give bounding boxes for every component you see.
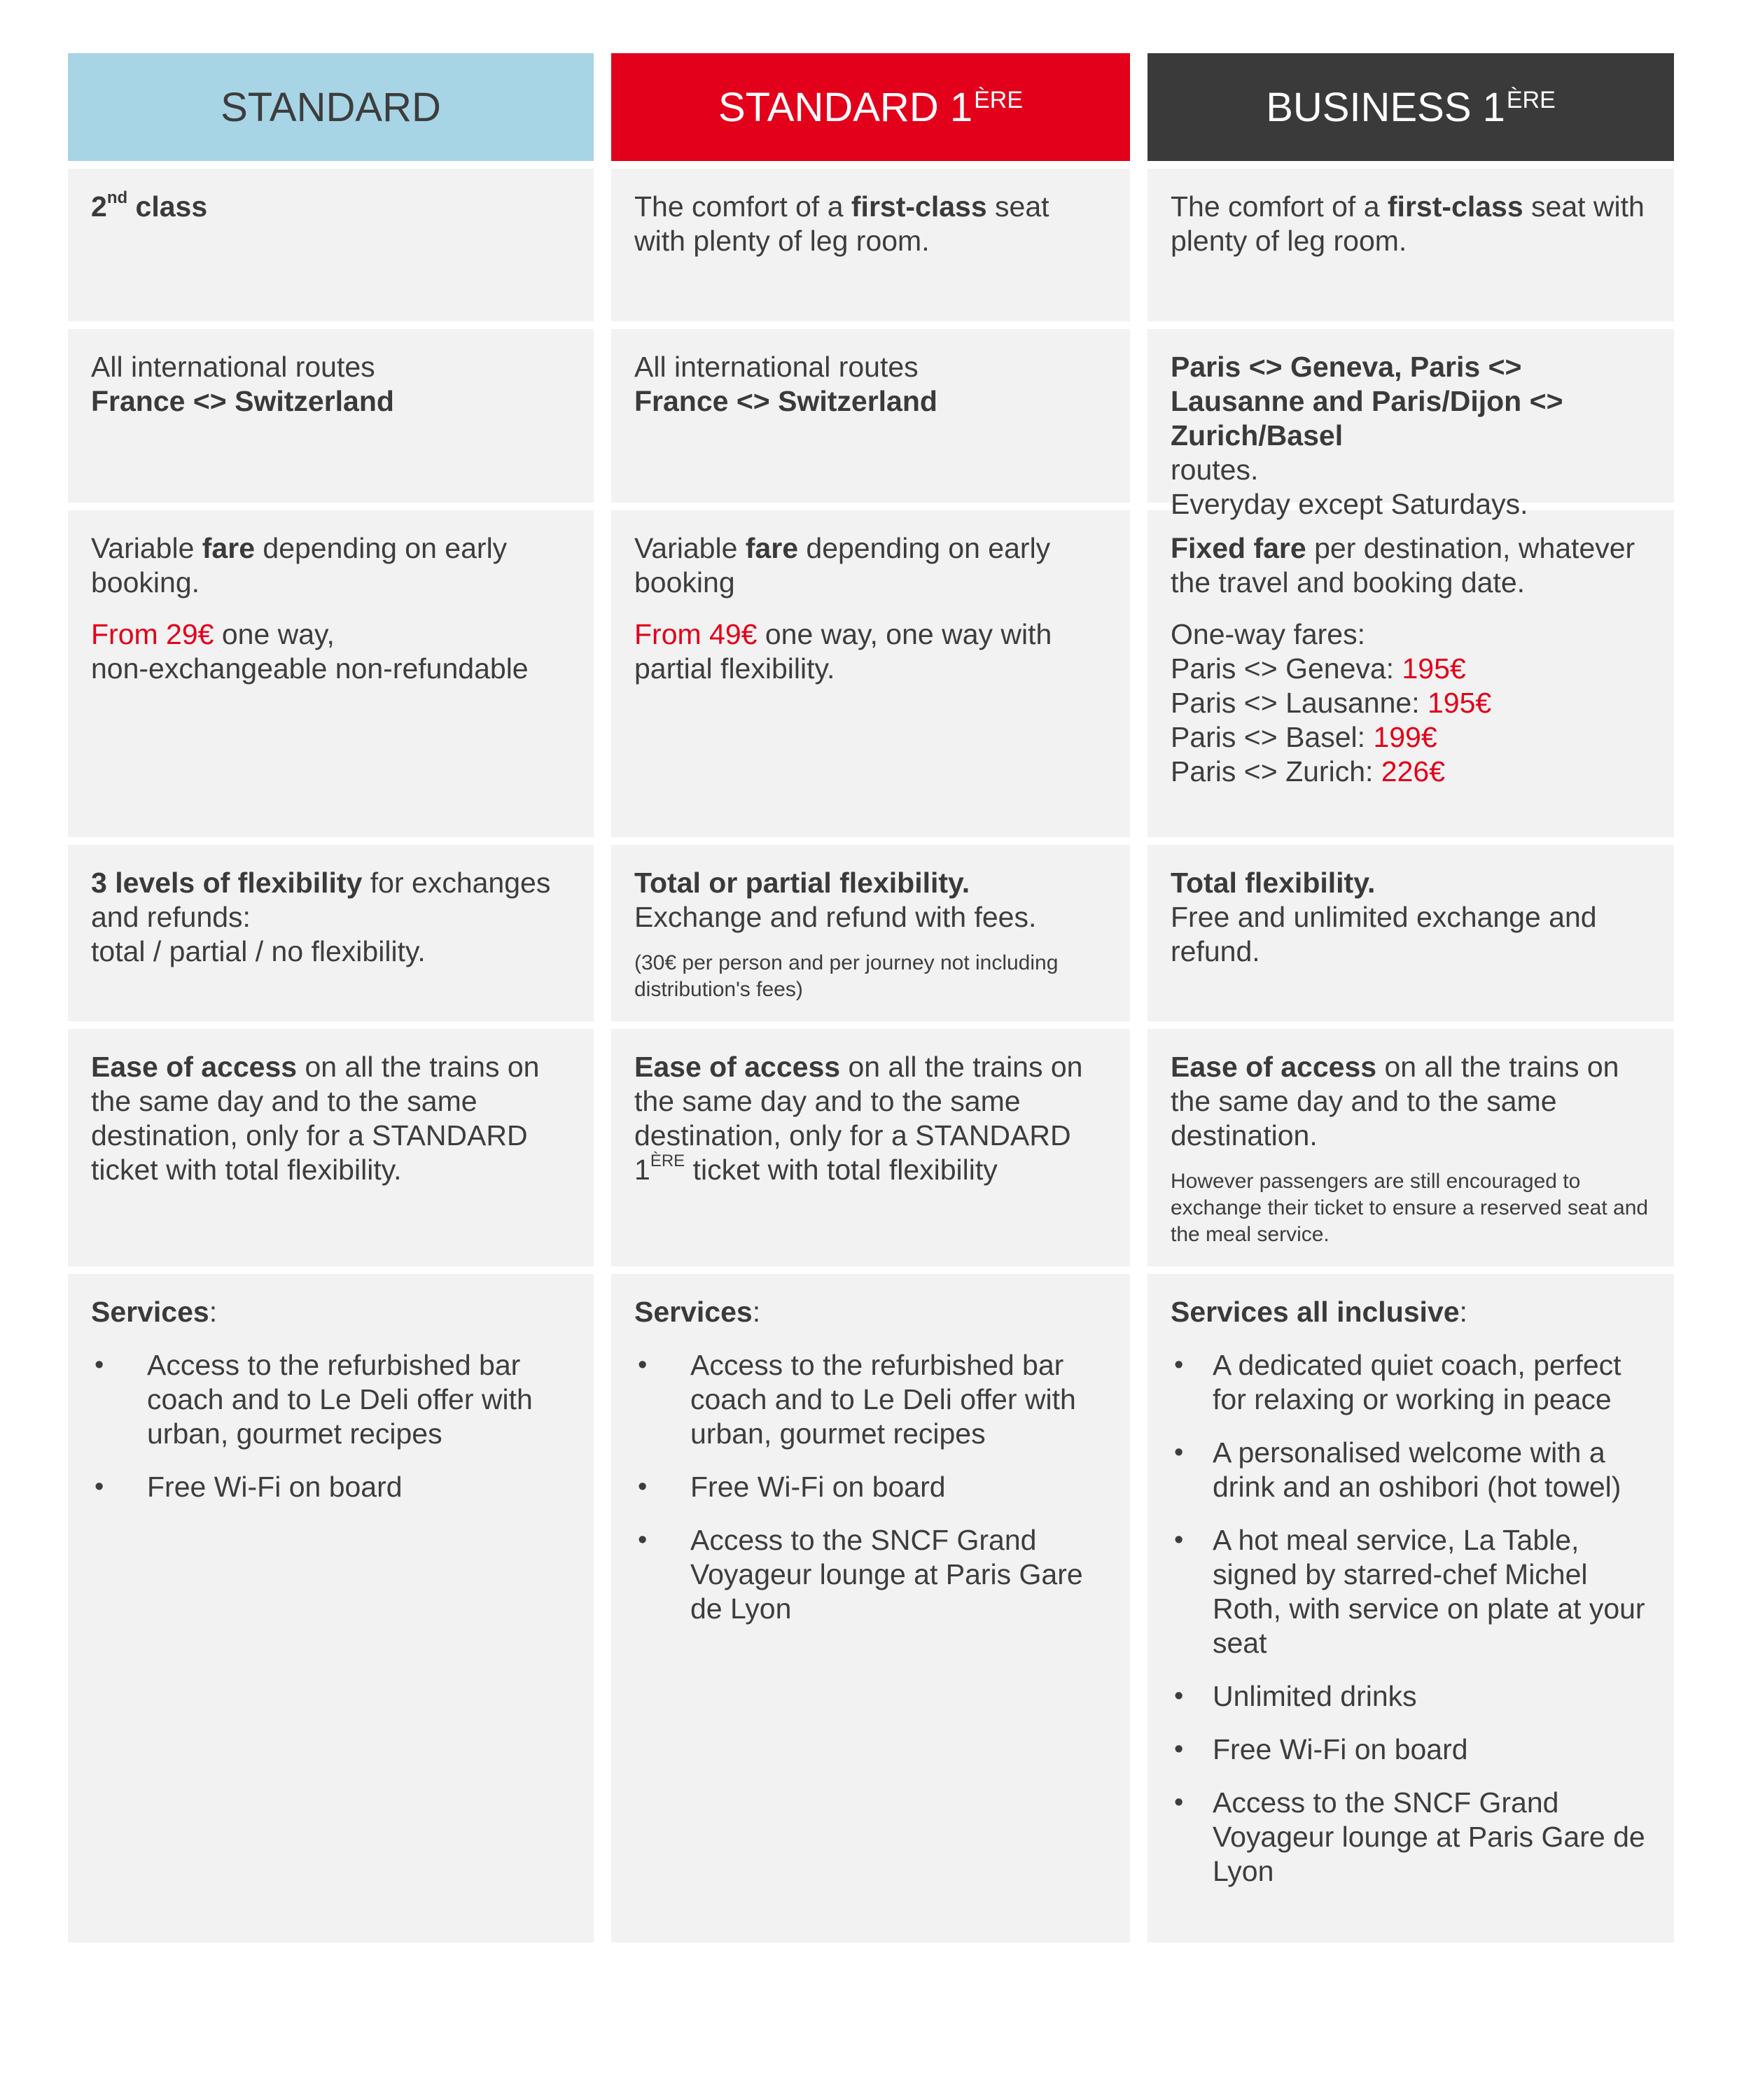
column-business-1ere bbox=[1147, 53, 1674, 1942]
cell-flexibility bbox=[68, 845, 594, 1021]
cell-access bbox=[611, 1029, 1130, 1266]
list-item: • Free Wi-Fi on board bbox=[634, 1470, 1108, 1504]
list-item: • Access to the SNCF Grand Voyageur lounge at Paris Gare de Lyon bbox=[1171, 1786, 1652, 1889]
services-title: Services all inclusive: bbox=[1171, 1296, 1467, 1328]
access-text: Ease of access on all the trains on the same day and to the same destination. bbox=[1171, 1051, 1619, 1152]
header-sup: ÈRE bbox=[974, 86, 1024, 113]
price: From 29€ bbox=[91, 618, 214, 650]
list-item: • Unlimited drinks bbox=[1171, 1679, 1652, 1714]
header-standard bbox=[68, 53, 594, 161]
routes-bold: France <> Switzerland bbox=[634, 385, 937, 417]
flex-note: (30€ per person and per journey not including distribution's fees) bbox=[634, 951, 1059, 1001]
cell-fare bbox=[68, 510, 594, 837]
cell-class bbox=[68, 169, 594, 321]
fare-row: Paris <> Zurich: 226€ bbox=[1171, 755, 1445, 788]
routes-bold: France <> Switzerland bbox=[91, 385, 394, 417]
flex-text: 3 levels of flexibility for exchanges and refunds: bbox=[91, 867, 551, 933]
list-item: • A personalised welcome with a drink and an oshibori (hot towel) bbox=[1171, 1436, 1652, 1504]
class-desc: The comfort of a first-class seat with plenty of leg room. bbox=[634, 190, 1049, 257]
header-title: BUSINESS 1 bbox=[1266, 84, 1505, 130]
cell-services bbox=[1147, 1274, 1674, 1942]
cell-class bbox=[1147, 169, 1674, 321]
routes-bold: Paris <> Geneva, Paris <> Lausanne and Paris/Dijon <> Zurich/Basel bbox=[1171, 351, 1563, 451]
access-text: Ease of access on all the trains on the same day and to the same destination, only for a STANDARD 1ÈRE ticket with total flexibility bbox=[634, 1051, 1083, 1186]
price: 195€ bbox=[1402, 652, 1466, 685]
class-sup: nd bbox=[106, 188, 128, 208]
cell-access bbox=[68, 1029, 594, 1266]
flex-line2: Free and unlimited exchange and refund. bbox=[1171, 901, 1597, 967]
flex-bold: Total or partial flexibility. bbox=[634, 867, 970, 899]
oneway-label: One-way fares: bbox=[1171, 618, 1365, 650]
fare-from: From 29€ one way, non-exchangeable non-refundable bbox=[91, 618, 529, 685]
cell-class bbox=[611, 169, 1130, 321]
cell-fare bbox=[611, 510, 1130, 837]
fare-text: Variable fare depending on early booking. bbox=[91, 532, 508, 598]
cell-access bbox=[1147, 1029, 1674, 1266]
header-title: STANDARD 1 bbox=[718, 84, 973, 130]
cell-services bbox=[68, 1274, 594, 1942]
list-item: • A dedicated quiet coach, perfect for relaxing or working in peace bbox=[1171, 1348, 1652, 1417]
list-item: • Free Wi-Fi on board bbox=[91, 1470, 571, 1504]
cell-fare bbox=[1147, 510, 1674, 837]
cell-routes bbox=[1147, 329, 1674, 520]
list-item: • Access to the refurbished bar coach and to Le Deli offer with urban, gourmet recipes bbox=[91, 1348, 571, 1451]
cell-routes bbox=[611, 329, 1130, 503]
fare-row: Paris <> Geneva: 195€ bbox=[1171, 652, 1466, 685]
list-item: • Access to the refurbished bar coach and to Le Deli offer with urban, gourmet recipes bbox=[634, 1348, 1108, 1451]
cell-flexibility bbox=[611, 845, 1130, 1021]
fare-text: Fixed fare per destination, whatever the travel and booking date. bbox=[1171, 532, 1635, 598]
flex-bold: Total flexibility. bbox=[1171, 867, 1376, 899]
header-title: STANDARD bbox=[221, 84, 441, 130]
services-title: Services: bbox=[91, 1296, 218, 1328]
class-number: 2 bbox=[91, 190, 107, 223]
fare-row: Paris <> Lausanne: 195€ bbox=[1171, 687, 1492, 719]
header-standard-1ere bbox=[611, 53, 1130, 161]
access-text: Ease of access on all the trains on the same day and to the same destination, only for a STANDARD ticket with total flexibility. bbox=[91, 1051, 540, 1186]
services-title: Services: bbox=[634, 1296, 761, 1328]
cell-routes bbox=[68, 329, 594, 503]
flex-line2: total / partial / no flexibility. bbox=[91, 935, 426, 967]
fare-text: Variable fare depending on early booking bbox=[634, 532, 1051, 598]
flex-line2: Exchange and refund with fees. bbox=[634, 901, 1037, 933]
price: 226€ bbox=[1381, 755, 1445, 788]
price: From 49€ bbox=[634, 618, 758, 650]
cell-flexibility bbox=[1147, 845, 1674, 1021]
header-sup: ÈRE bbox=[1506, 86, 1556, 113]
class-desc: The comfort of a first-class seat with plenty of leg room. bbox=[1171, 190, 1645, 257]
routes-line: All international routes bbox=[634, 351, 919, 383]
price: 195€ bbox=[1427, 687, 1492, 719]
class-desc: class bbox=[135, 190, 208, 223]
fare-from: From 49€ one way, one way with partial flexibility. bbox=[634, 618, 1052, 685]
column-standard bbox=[68, 53, 594, 1942]
fare-row: Paris <> Basel: 199€ bbox=[1171, 721, 1437, 753]
header-business-1ere bbox=[1147, 53, 1674, 161]
services-list bbox=[1171, 1348, 1652, 1889]
services-list bbox=[91, 1348, 571, 1504]
routes-rest: routes. bbox=[1171, 454, 1259, 486]
list-item: • A hot meal service, La Table, signed by starred-chef Michel Roth, with service on plate at your seat bbox=[1171, 1523, 1652, 1660]
routes-line: All international routes bbox=[91, 351, 375, 383]
column-standard-1ere bbox=[611, 53, 1130, 1942]
cell-services bbox=[611, 1274, 1130, 1942]
list-item: • Access to the SNCF Grand Voyageur lounge at Paris Gare de Lyon bbox=[634, 1523, 1108, 1626]
access-note: However passengers are still encouraged to exchange their ticket to ensure a reserved seat and the meal service. bbox=[1171, 1170, 1649, 1246]
services-list bbox=[634, 1348, 1108, 1626]
list-item: • Free Wi-Fi on board bbox=[1171, 1732, 1652, 1767]
routes-line3: Everyday except Saturdays. bbox=[1171, 488, 1528, 520]
price: 199€ bbox=[1373, 721, 1437, 753]
